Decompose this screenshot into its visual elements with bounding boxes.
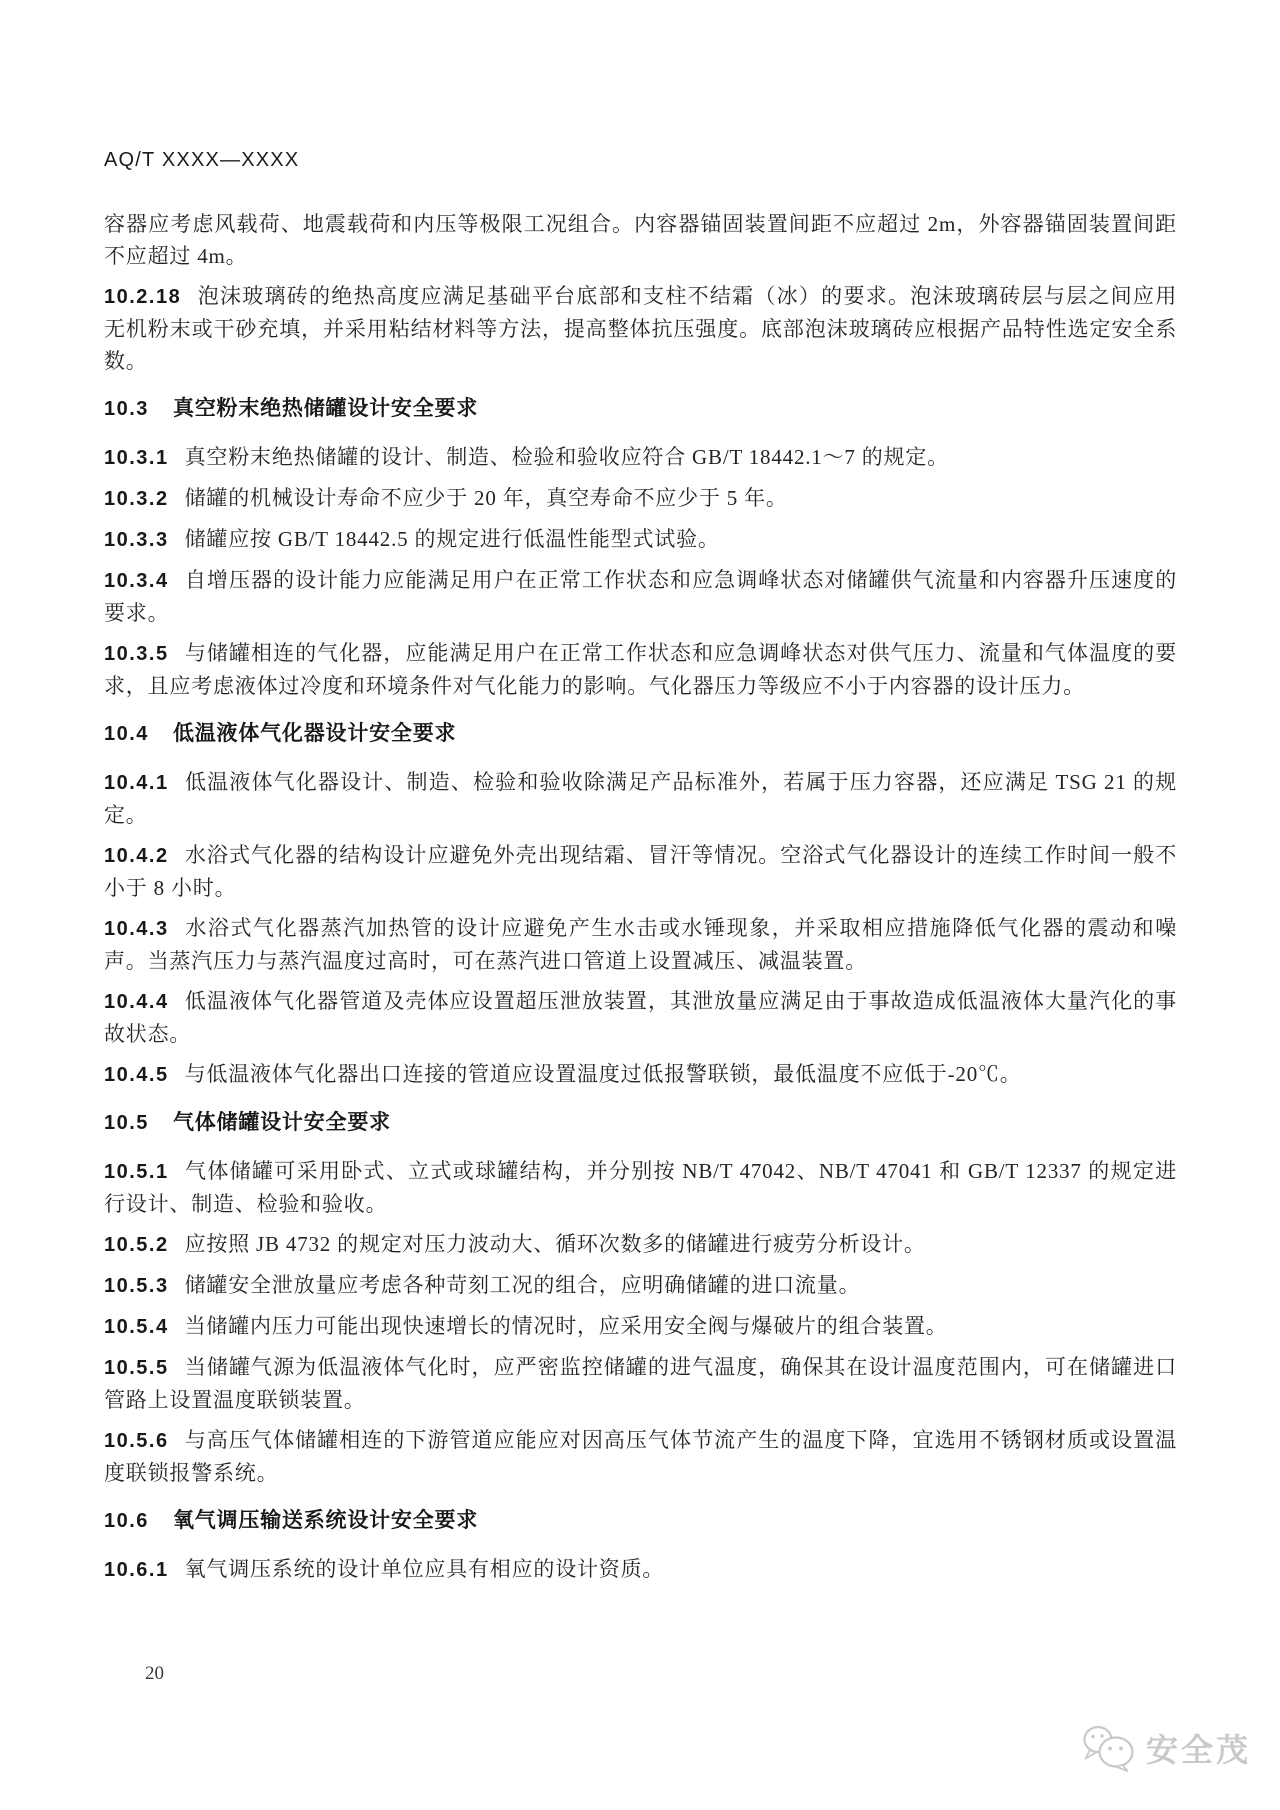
watermark-label: 安全茂 (1146, 1732, 1252, 1768)
clause-paragraph (104, 1058, 1177, 1091)
page-number: 20 (145, 1663, 164, 1684)
heading-text: 真空粉末绝热储罐设计安全要求 (172, 397, 479, 420)
clause-paragraph (104, 441, 1177, 474)
clause-paragraph (104, 637, 1177, 702)
section-heading (104, 1505, 1177, 1537)
clause-text: 自增压器的设计能力应能满足用户在正常工作状态和应急调峰状态对储罐供气流量和内容器升压速度的要求。 (104, 568, 1177, 625)
clause-paragraph (104, 208, 1177, 272)
clause-paragraph (104, 564, 1177, 629)
document-body (104, 208, 1177, 1594)
clause-number: 10.3.1 (104, 447, 169, 469)
clause-number: 10.3.3 (104, 529, 169, 551)
clause-text: 水浴式气化器的结构设计应避免外壳出现结霜、冒汗等情况。空浴式气化器设计的连续工作时间一般不小于 8 小时。 (104, 843, 1177, 900)
clause-text: 应按照 JB 4732 的规定对压力波动大、循环次数多的储罐进行疲劳分析设计。 (184, 1232, 926, 1256)
clause-text: 低温液体气化器设计、制造、检验和验收除满足产品标准外，若属于压力容器，还应满足 TSG 21 的规定。 (104, 770, 1177, 827)
clause-paragraph (104, 1310, 1177, 1343)
section-heading (104, 718, 1177, 750)
clause-number: 10.5 (104, 1112, 149, 1134)
section-heading (104, 393, 1177, 425)
heading-text: 氧气调压输送系统设计安全要求 (172, 1509, 479, 1532)
clause-text: 低温液体气化器管道及壳体应设置超压泄放装置，其泄放量应满足由于事故造成低温液体大量汽化的事故状态。 (104, 989, 1177, 1046)
clause-number: 10.2.18 (104, 286, 182, 308)
wechat-chat-bubbles-icon (1080, 1724, 1138, 1772)
clause-number: 10.6.1 (104, 1559, 169, 1581)
clause-number: 10.5.4 (104, 1316, 169, 1338)
clause-text: 当储罐内压力可能出现快速增长的情况时，应采用安全阀与爆破片的组合装置。 (184, 1314, 948, 1338)
clause-text: 与低温液体气化器出口连接的管道应设置温度过低报警联锁，最低温度不应低于-20℃。 (184, 1062, 1022, 1086)
clause-text: 容器应考虑风载荷、地震载荷和内压等极限工况组合。内容器锚固装置间距不应超过 2m，外容器锚固装置间距不应超过 4m。 (104, 212, 1177, 268)
clause-text: 水浴式气化器蒸汽加热管的设计应避免产生水击或水锤现象，并采取相应措施降低气化器的震动和噪声。当蒸汽压力与蒸汽温度过高时，可在蒸汽进口管道上设置减压、减温装置。 (104, 916, 1177, 973)
clause-text: 泡沫玻璃砖的绝热高度应满足基础平台底部和支柱不结霜（冰）的要求。泡沫玻璃砖层与层之间应用无机粉末或干砂充填，并采用粘结材料等方法，提高整体抗压强度。底部泡沫玻璃砖应根据产品特性选定安全系数。 (104, 284, 1177, 373)
clause-paragraph (104, 1228, 1177, 1261)
clause-number: 10.4.2 (104, 845, 169, 867)
clause-number: 10.5.5 (104, 1357, 169, 1379)
watermark (1080, 1724, 1251, 1772)
clause-paragraph (104, 1424, 1177, 1489)
clause-number: 10.5.1 (104, 1161, 169, 1183)
clause-paragraph (104, 839, 1177, 904)
clause-paragraph (104, 1155, 1177, 1220)
clause-paragraph (104, 1553, 1177, 1586)
clause-number: 10.5.2 (104, 1234, 169, 1256)
clause-number: 10.3.2 (104, 488, 169, 510)
document-header: AQ/T XXXX—XXXX (104, 149, 300, 171)
clause-paragraph (104, 985, 1177, 1050)
clause-paragraph (104, 482, 1177, 515)
clause-number: 10.4 (104, 723, 149, 745)
clause-paragraph (104, 280, 1177, 377)
clause-paragraph (104, 523, 1177, 556)
clause-text: 气体储罐可采用卧式、立式或球罐结构，并分别按 NB/T 47042、NB/T 47041 和 GB/T 12337 的规定进行设计、制造、检验和验收。 (104, 1159, 1177, 1216)
heading-text: 低温液体气化器设计安全要求 (172, 722, 457, 745)
clause-text: 储罐应按 GB/T 18442.5 的规定进行低温性能型式试验。 (184, 527, 720, 551)
clause-text: 真空粉末绝热储罐的设计、制造、检验和验收应符合 GB/T 18442.1～7 的规定。 (184, 445, 949, 469)
clause-number: 10.3 (104, 398, 149, 420)
clause-paragraph (104, 766, 1177, 831)
clause-number: 10.4.1 (104, 772, 169, 794)
clause-number: 10.5.6 (104, 1430, 169, 1452)
clause-text: 储罐的机械设计寿命不应少于 20 年，真空寿命不应少于 5 年。 (184, 486, 788, 510)
clause-number: 10.4.4 (104, 991, 169, 1013)
clause-number: 10.3.4 (104, 570, 169, 592)
clause-number: 10.3.5 (104, 643, 169, 665)
clause-number: 10.6 (104, 1510, 149, 1532)
clause-text: 氧气调压系统的设计单位应具有相应的设计资质。 (184, 1557, 665, 1581)
clause-text: 与高压气体储罐相连的下游管道应能应对因高压气体节流产生的温度下降，宜选用不锈钢材质或设置温度联锁报警系统。 (104, 1428, 1177, 1485)
clause-paragraph (104, 1269, 1177, 1302)
clause-number: 10.4.5 (104, 1064, 169, 1086)
clause-paragraph (104, 912, 1177, 977)
clause-text: 与储罐相连的气化器，应能满足用户在正常工作状态和应急调峰状态对供气压力、流量和气体温度的要求，且应考虑液体过冷度和环境条件对气化能力的影响。气化器压力等级应不小于内容器的设计压力。 (104, 641, 1177, 698)
section-heading (104, 1107, 1177, 1139)
heading-text: 气体储罐设计安全要求 (172, 1111, 391, 1134)
clause-number: 10.4.3 (104, 918, 169, 940)
clause-number: 10.5.3 (104, 1275, 169, 1297)
clause-text: 储罐安全泄放量应考虑各种苛刻工况的组合，应明确储罐的进口流量。 (184, 1273, 861, 1297)
clause-paragraph (104, 1351, 1177, 1416)
clause-text: 当储罐气源为低温液体气化时，应严密监控储罐的进气温度，确保其在设计温度范围内，可在储罐进口管路上设置温度联锁装置。 (104, 1355, 1177, 1412)
